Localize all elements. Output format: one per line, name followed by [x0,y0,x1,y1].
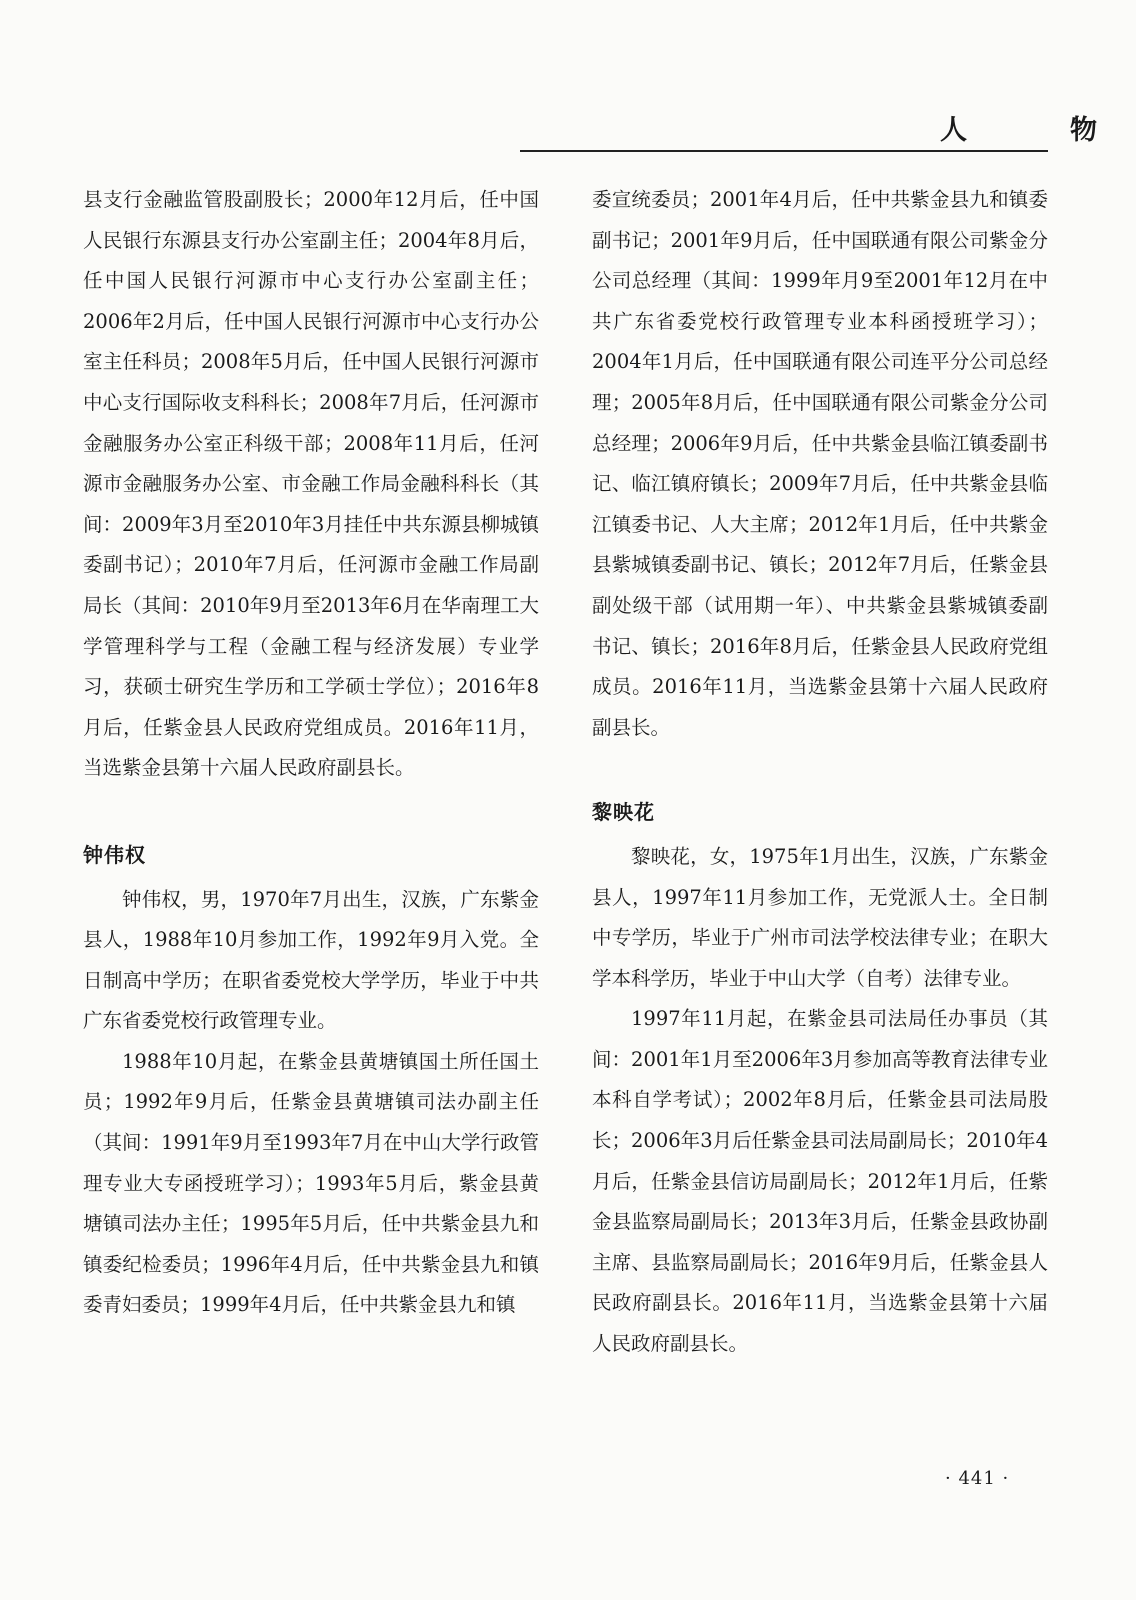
entry-paragraph: 黎映花，女，1975年1月出生，汉族，广东紫金县人，1997年11月参加工作，无党派人士。全日制中专学历，毕业于广州市司法学校法律专业；在职大学本科学历，毕业于中山大学（自考）法律专业。 [592,844,1048,990]
right-column [592,180,1048,1365]
entry-name-li-yinghua: 黎映花 [592,800,655,825]
page-number: · 441 · [945,1468,1010,1489]
entry-paragraph: 1988年10月起，在紫金县黄塘镇国土所任国土员；1992年9月后，任紫金县黄塘镇司法办副主任（其间：1991年9月至1993年7月在中山大学行政管理专业大专函授班学习）；1993年5月后，紫金县黄塘镇司法办主任；1995年5月后，任中共紫金县九和镇委纪检委员；1996年4月后，任中共紫金县九和镇委青妇委员；1999年4月后，任中共紫金县九和镇 [83,1049,539,1317]
entry-name-zhong-weiquan: 钟伟权 [83,842,146,867]
entry-paragraph: 钟伟权，男，1970年7月出生，汉族，广东紫金县人，1988年10月参加工作，1992年9月入党。全日制高中学历；在职省委党校大学学历，毕业于中共广东省委党校行政管理专业。 [83,887,539,1033]
left-continuation-paragraph: 县支行金融监管股副股长；2000年12月后，任中国人民银行东源县支行办公室副主任；2004年8月后，任中国人民银行河源市中心支行办公室副主任；2006年2月后，任中国人民银行河源市中心支行办公室主任科员；2008年5月后，任中国人民银行河源市中心支行国际收支科科长；2008年7月后，任河源市金融服务办公室正科级干部；2008年11月后，任河源市金融服务办公室、市金融工作局金融科科长（其间：2009年3月至2010年3月挂任中共东源县柳城镇委副书记）；2010年7月后，任河源市金融工作局副局长（其间：2010年9月至2013年6月在华南理工大学管理科学与工程（金融工程与经济发展）专业学习，获硕士研究生学历和工学硕士学位）；2016年8月后，任紫金县人民政府党组成员。2016年11月，当选紫金县第十六届人民政府副县长。 [83,188,539,780]
section-header-title: 人 物 [940,115,1135,146]
right-continuation-paragraph: 委宣统委员；2001年4月后，任中共紫金县九和镇委副书记；2001年9月后，任中国联通有限公司紫金分公司总经理（其间：1999年月9至2001年12月在中共广东省委党校行政管理专业本科函授班学习）；2004年1月后，任中国联通有限公司连平分公司总经理；2005年8月后，任中国联通有限公司紫金分公司总经理；2006年9月后，任中共紫金县临江镇委副书记、临江镇府镇长；2009年7月后，任中共紫金县临江镇委书记、人大主席；2012年1月后，任中共紫金县紫城镇委副书记、镇长；2012年7月后，任紫金县副处级干部（试用期一年）、中共紫金县紫城镇委副书记、镇长；2016年8月后，任紫金县人民政府党组成员。2016年11月，当选紫金县第十六届人民政府副县长。 [592,188,1048,739]
left-column [83,180,539,1326]
header-rule [520,150,1048,152]
entry-paragraph: 1997年11月起，在紫金县司法局任办事员（其间：2001年1月至2006年3月参加高等教育法律专业本科自学考试）；2002年8月后，任紫金县司法局股长；2006年3月后任紫金县司法局副局长；2010年4月后，任紫金县信访局副局长；2012年1月后，任紫金县监察局副局长；2013年3月后，任紫金县政协副主席、县监察局副局长；2016年9月后，任紫金县人民政府副县长。2016年11月，当选紫金县第十六届人民政府副县长。 [592,1007,1048,1356]
